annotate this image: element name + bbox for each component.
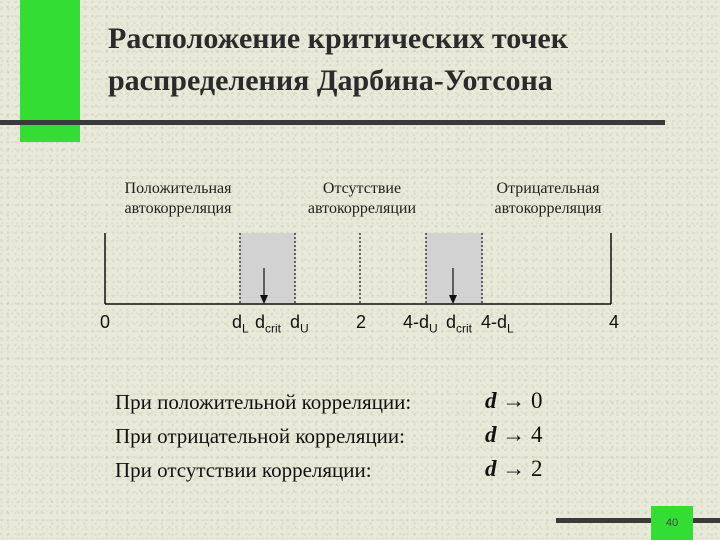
region-heading-none-line2: автокорреляции	[307, 200, 417, 217]
region-heading-none-line1: Отсутствие	[322, 180, 402, 197]
condition-negative: При отрицательной корреляции:	[115, 424, 405, 448]
dU-sub: U	[300, 321, 309, 336]
uncertainty-zone-left	[240, 233, 295, 304]
limit-none-arrow: →	[502, 456, 526, 481]
limit-none-value: 2	[531, 456, 543, 481]
limit-none	[485, 452, 543, 486]
axis-label-0: 0	[100, 312, 111, 332]
limit-negative-arrow: →	[502, 422, 526, 447]
axis-label-4: 4	[609, 312, 620, 332]
limit-positive	[485, 384, 543, 418]
footer-divider	[556, 518, 720, 523]
dcrit-left-main: d	[255, 312, 266, 332]
4-dU-main: 4-d	[403, 312, 430, 332]
axis-label-4-dU	[403, 312, 438, 336]
limit-positive-var: d	[485, 388, 497, 413]
axis-label-dcrit-left	[255, 312, 281, 336]
axis-label-dcrit-right	[446, 312, 472, 336]
dcrit-left-sub: crit	[265, 321, 282, 336]
axis-label-dU	[290, 312, 309, 336]
limit-negative-var: d	[485, 422, 497, 447]
condition-none: При отсутствии корреляции:	[115, 458, 372, 482]
region-heading-negative-line2: автокорреляция	[494, 200, 602, 217]
4-dL-sub: L	[507, 321, 514, 336]
region-heading-positive-line1: Положительная	[124, 180, 232, 197]
limits-list	[485, 384, 543, 486]
limit-negative-value: 4	[531, 422, 543, 447]
limit-positive-arrow: →	[502, 388, 526, 413]
dL-main: d	[232, 312, 243, 332]
region-heading-negative-line1: Отрицательная	[496, 180, 600, 197]
region-heading-positive-line2: автокорреляция	[124, 200, 232, 217]
limit-none-var: d	[485, 456, 497, 481]
dU-main: d	[290, 312, 301, 332]
axis-label-dL	[232, 312, 249, 336]
axis-label-2: 2	[356, 312, 367, 332]
page-number: 40	[665, 517, 679, 529]
limit-positive-value: 0	[531, 388, 543, 413]
4-dL-main: 4-d	[481, 312, 508, 332]
conditions-list	[115, 385, 411, 487]
title-line-1: Расположение критических точек	[108, 22, 569, 55]
uncertainty-zone-right	[426, 233, 482, 304]
condition-positive: При положительной корреляции:	[115, 390, 412, 414]
4-dU-sub: U	[429, 321, 438, 336]
dcrit-right-main: d	[446, 312, 457, 332]
limit-negative	[485, 418, 543, 452]
axis-label-4-dL	[481, 312, 514, 336]
dcrit-right-sub: crit	[456, 321, 473, 336]
page-number-box	[651, 506, 693, 540]
dL-sub: L	[242, 321, 249, 336]
title-line-2: распределения Дарбина-Уотсона	[108, 64, 553, 97]
